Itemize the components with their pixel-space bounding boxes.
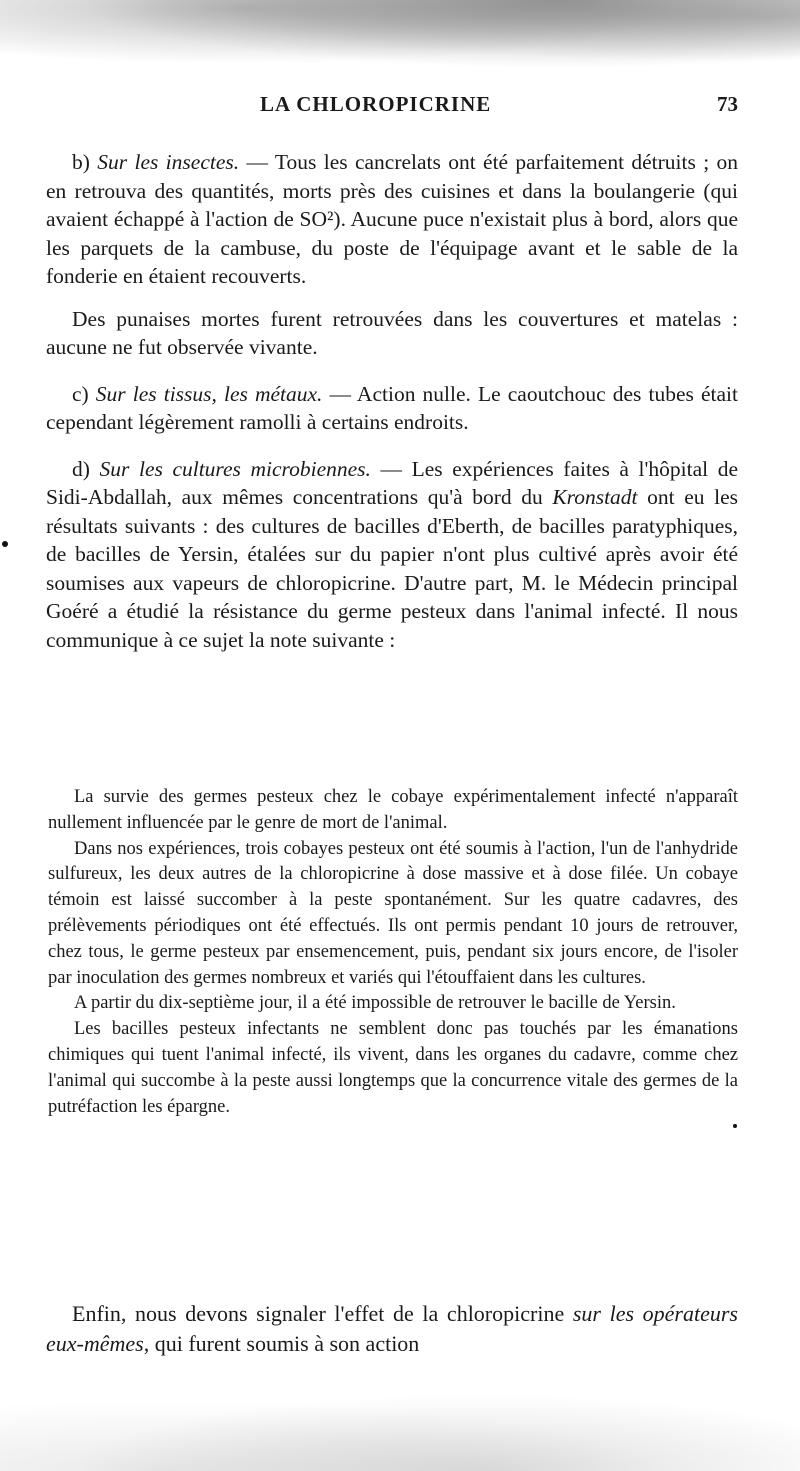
note-paragraph-2: Dans nos expériences, trois cobayes pesteux ont été soumis à l'action, l'un de l'anhydride sulfureux, les deux autres de la chloropicrine à dose massive et à dose filée. Un cobaye témoin est laissé succomber à la peste spontanément. Sur les quatre cadavres, des prélèvements périodiques ont été effectués. Ils ont permis pendant 10 jours de retrouver, chez tous, le germe pesteux par ensemencement, puis, pendant six jours encore, de l'isoler par inoculation des germes nombreux et variés qui l'étouffaient dans les cultures.	[48, 838, 738, 988]
section-d-heading: Sur les cultures microbiennes.	[99, 456, 371, 481]
margin-mark	[2, 541, 8, 547]
closing-paragraph	[46, 1299, 738, 1359]
main-text	[46, 148, 738, 668]
closing-italic: sur les opérateurs eux-mêmes	[46, 1301, 738, 1356]
ship-name: Kronstadt	[552, 485, 638, 509]
section-c-heading: Sur les tissus, les métaux.	[95, 381, 323, 406]
closing-after: , qui furent soumis à son action	[143, 1331, 420, 1356]
section-c-paragraph	[46, 380, 738, 437]
note-paragraph-4: Les bacilles pesteux infectants ne semblent donc pas touchés par les émanations chimiques qui tuent l'animal infecté, ils vivent, dans les organes du cadavre, comme chez l'animal qui succombe à la peste aussi longtemps que la concurrence vitale des germes de la putréfaction les épargne.	[48, 1019, 738, 1117]
section-d-marker: d)	[72, 456, 90, 481]
section-b-paragraph-2: Des punaises mortes furent retrouvées dans les couvertures et matelas : aucune ne fut observée vivante.	[46, 306, 738, 359]
section-c-text: — Action nulle. Le caoutchouc des tubes était cependant légèrement ramolli à certains endroits.	[46, 381, 738, 434]
section-d-text-1: — Les expériences faites à l'hôpital de Sidi-Abdallah, aux mêmes concentrations qu'à bord du	[46, 456, 738, 509]
page-header	[48, 92, 738, 122]
section-b-heading: Sur les insectes.	[97, 150, 240, 174]
closing-text	[46, 1299, 738, 1359]
closing-before: Enfin, nous devons signaler l'effet de la chloropicrine	[72, 1301, 573, 1326]
note-paragraph-3: A partir du dix-septième jour, il a été impossible de retrouver le bacille de Yersin.	[74, 993, 676, 1014]
section-b-text: — Tous les cancrelats ont été parfaitement détruits ; on en retrouva des quantités, morts près des cuisines et dans la boulangerie (qui avaient échappé à l'action de SO²). Aucune puce n'existait plus à bord, alors que les parquets de la cambuse, du poste de l'équipage avant et le sable de la fonderie en étaient recouverts.	[46, 150, 739, 288]
section-b-paragraph	[46, 148, 738, 291]
scan-shadow-bottom	[0, 1381, 800, 1471]
section-d-text-2: ont eu les résultats suivants : des cultures de bacilles d'Eberth, de bacilles paratyphiques, de bacilles de Yersin, étalées sur du papier n'ont plus cultivé après avoir été soumises aux vapeurs de chloropicrine. D'autre part, M. le Médecin principal Goéré a étudié la résistance du germe pesteux dans l'animal infecté. Il nous communique à ce sujet la note suivante :	[46, 485, 738, 652]
section-c-marker: c)	[72, 381, 89, 406]
note-paragraph-1: La survie des germes pesteux chez le cobaye expérimentalement infecté n'apparaît nullement influencée par le genre de mort de l'animal.	[48, 787, 738, 833]
section-d-paragraph	[46, 455, 738, 655]
running-title: LA CHLOROPICRINE	[260, 92, 492, 116]
section-b-marker: b)	[72, 150, 90, 174]
scan-shadow-top	[0, 0, 800, 80]
quoted-note	[48, 785, 738, 1120]
page-number: 73	[717, 92, 738, 116]
margin-mark-right	[733, 1124, 737, 1128]
